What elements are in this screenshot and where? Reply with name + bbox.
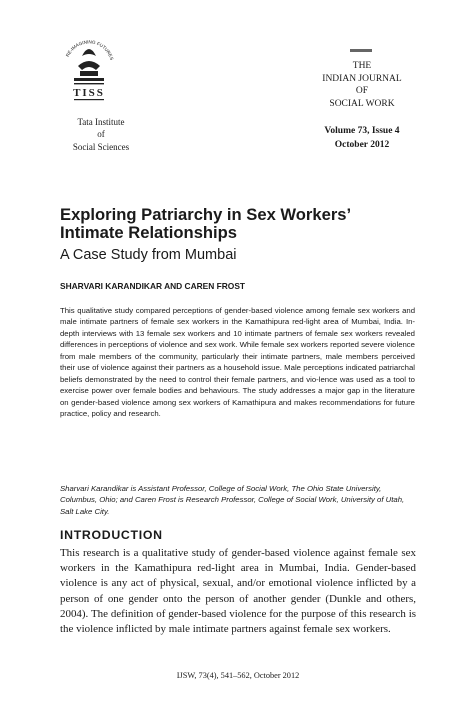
journal-name bbox=[300, 60, 424, 110]
author-bio: Sharvari Karandikar is Assistant Professor, College of Social Work, The Ohio State University, Columbus, Ohio; and Caren Frost is Research Professor, College of Social Work, University of Utah, Salt Lake City. bbox=[60, 484, 405, 516]
journal-name-line: THE bbox=[352, 61, 372, 71]
section-heading: INTRODUCTION bbox=[60, 528, 163, 542]
logo-wordmark: TISS bbox=[73, 87, 105, 99]
institute-line: Social Sciences bbox=[72, 141, 130, 152]
article-title bbox=[60, 206, 440, 241]
intro-paragraph: This research is a qualitative study of gender-based violence against female sex workers in the Kamathipura red-light area in Mumbai, India. Gender-based violence is any act of physical, sexual, and/or emotional violence inflicted by a person of one gender onto the person of another gender (Dunkle and others, 2004). The definition of gender-based violence for the purpose of this research is the violence inflicted by male intimate partners against female sex workers. bbox=[60, 547, 416, 636]
article-authors: SHARVARI KARANDIKAR AND CAREN FROST bbox=[60, 281, 246, 291]
abstract: This qualitative study compared perceptions of gender-based violence among female sex workers and male intimate partners of female sex workers in the Kamathipura red-light area of Mumbai, India. In-depth interviews with 13 female sex workers and 10 intimate partners of female sex workers revealed differences in perceptions of violence and sex work. While female sex workers reported severe violence from male members of the community, particularly their intimate partners, male members perceived their use of violence against their partners as a household issue. Male perceptions indicated patriarchal beliefs demonstrated by the need to control their female partners, and vio-lence was used as a tool to exercise power over female bodies and behaviours. The study addresses a major gap in the literature on gender-based violence among sex workers of Kamathipura and makes recommendations for future practice, policy and research. bbox=[60, 306, 415, 419]
journal-name-line: OF bbox=[355, 86, 369, 96]
tiss-emblem-icon bbox=[60, 26, 118, 114]
journal-name-line: INDIAN JOURNAL bbox=[322, 73, 402, 84]
institute-name bbox=[60, 116, 142, 153]
institute-line: Tata Institute bbox=[77, 117, 125, 127]
journal-name-line: SOCIAL WORK bbox=[329, 98, 395, 109]
journal-issue bbox=[300, 125, 424, 152]
logo-arc-text: RE-IMAGINING FUTURES bbox=[64, 39, 115, 61]
page-footer: IJSW, 73(4), 541–562, October 2012 bbox=[176, 671, 300, 680]
title-line: Exploring Patriarchy in Sex Workers’ bbox=[60, 205, 352, 224]
journal-rule bbox=[350, 49, 372, 52]
tiss-logo bbox=[60, 26, 118, 114]
journal-date: October 2012 bbox=[334, 139, 390, 150]
journal-volume: Volume 73, Issue 4 bbox=[324, 126, 400, 136]
institute-line: of bbox=[97, 129, 105, 140]
article-subtitle: A Case Study from Mumbai bbox=[60, 247, 237, 263]
title-line: Intimate Relationships bbox=[60, 222, 238, 242]
